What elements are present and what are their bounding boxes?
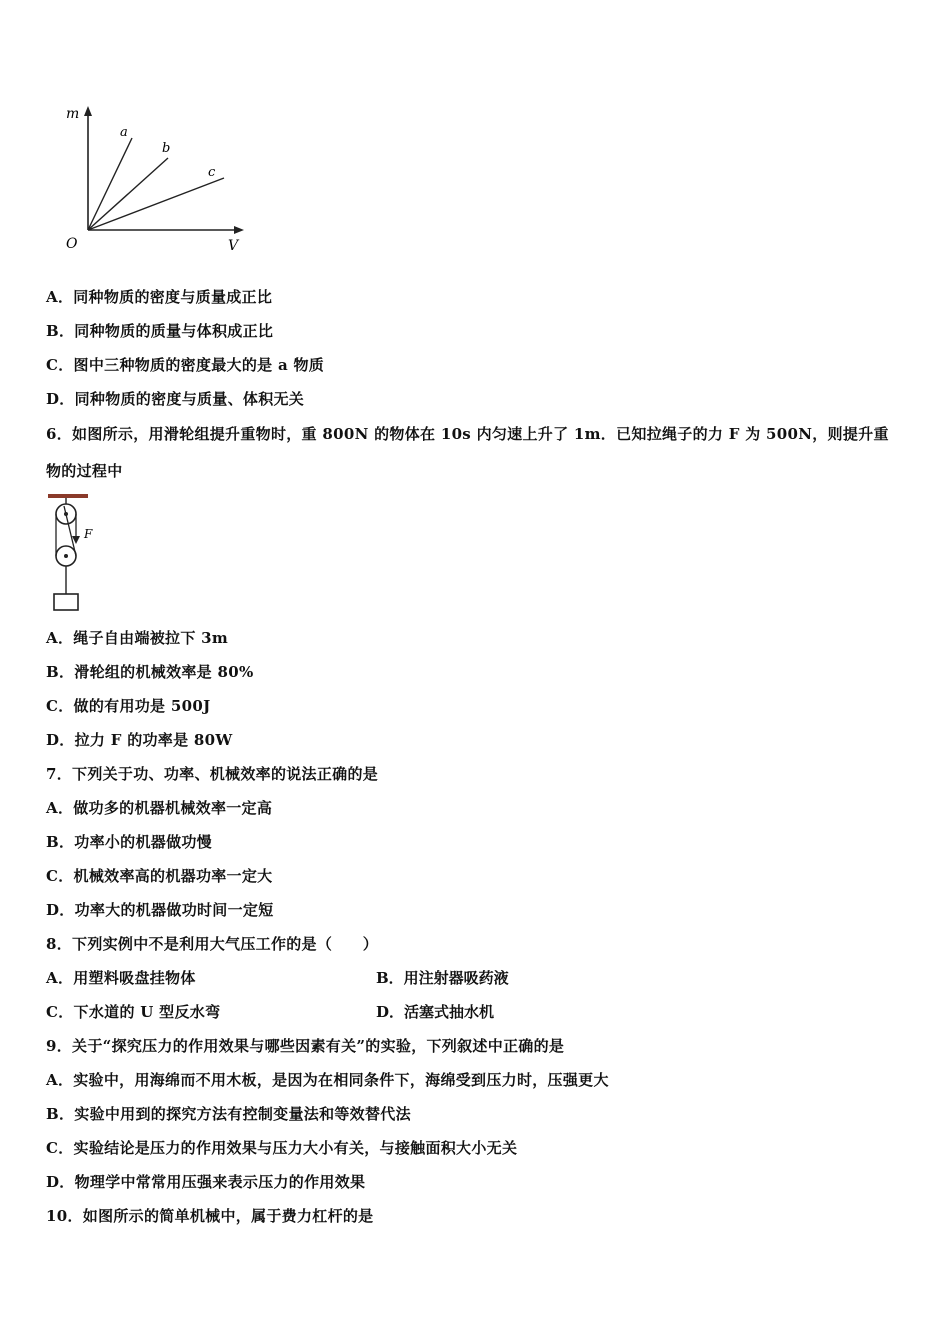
q7-option-c: C．机械效率高的机器功率一定大 <box>46 867 273 885</box>
q9-option-b: B．实验中用到的探究方法有控制变量法和等效替代法 <box>46 1105 411 1123</box>
q8-option-d: D．活塞式抽水机 <box>376 1003 495 1021</box>
line-c-label: c <box>208 165 216 180</box>
q5-option-b: B．同种物质的质量与体积成正比 <box>46 322 274 340</box>
v-axis-label: V <box>228 238 239 254</box>
q5-option-c: C．图中三种物质的密度最大的是 a 物质 <box>46 356 325 374</box>
q6-option-d: D．拉力 F 的功率是 80W <box>46 731 233 749</box>
line-b-label: b <box>162 141 171 156</box>
origin-label: O <box>66 236 78 252</box>
q10-stem: 10．如图所示的简单机械中，属于费力杠杆的是 <box>46 1207 374 1225</box>
line-a-label: a <box>120 125 128 140</box>
force-label: F <box>84 527 93 541</box>
ceiling-support <box>48 494 88 498</box>
q6-option-a: A．绳子自由端被拉下 3m <box>46 629 229 647</box>
q6-option-c: C．做的有用功是 500J <box>46 697 211 715</box>
weight-block <box>54 594 78 610</box>
q7-stem: 7．下列关于功、功率、机械效率的说法正确的是 <box>46 765 379 783</box>
q6-stem-line1: 6．如图所示，用滑轮组提升重物时，重 800N 的物体在 10s 内匀速上升了 1m．已知拉绳子的力 F 为 500N，则提升重 <box>46 425 889 443</box>
pulley-system-figure <box>42 490 112 612</box>
q7-option-a: A．做功多的机器机械效率一定高 <box>46 799 273 817</box>
q9-option-c: C．实验结论是压力的作用效果与压力大小有关，与接触面积大小无关 <box>46 1139 518 1157</box>
q9-option-d: D．物理学中常常用压强来表示压力的作用效果 <box>46 1173 366 1191</box>
q8-option-b: B．用注射器吸药液 <box>376 969 509 987</box>
q8-stem: 8．下列实例中不是利用大气压工作的是（ ） <box>46 935 379 953</box>
q6-option-b: B．滑轮组的机械效率是 80% <box>46 663 254 681</box>
line-b <box>88 158 168 230</box>
q7-option-d: D．功率大的机器做功时间一定短 <box>46 901 274 919</box>
movable-pulley-axle <box>64 554 68 558</box>
v-axis-arrow <box>234 226 244 234</box>
q5-option-d: D．同种物质的密度与质量、体积无关 <box>46 390 305 408</box>
q5-option-a: A．同种物质的密度与质量成正比 <box>46 288 273 306</box>
q8-option-c: C．下水道的 U 型反水弯 <box>46 1003 221 1021</box>
q9-stem: 9．关于“探究压力的作用效果与哪些因素有关”的实验，下列叙述中正确的是 <box>46 1037 565 1055</box>
mass-volume-graph <box>58 100 258 260</box>
rope-middle <box>64 506 76 556</box>
q8-option-a: A．用塑料吸盘挂物体 <box>46 969 196 987</box>
m-axis-arrow <box>84 106 92 116</box>
m-axis-label: m <box>66 106 80 122</box>
q9-option-a: A．实验中，用海绵而不用木板，是因为在相同条件下，海绵受到压力时，压强更大 <box>46 1071 609 1089</box>
q7-option-b: B．功率小的机器做功慢 <box>46 833 212 851</box>
q6-stem-line2: 物的过程中 <box>46 462 123 480</box>
